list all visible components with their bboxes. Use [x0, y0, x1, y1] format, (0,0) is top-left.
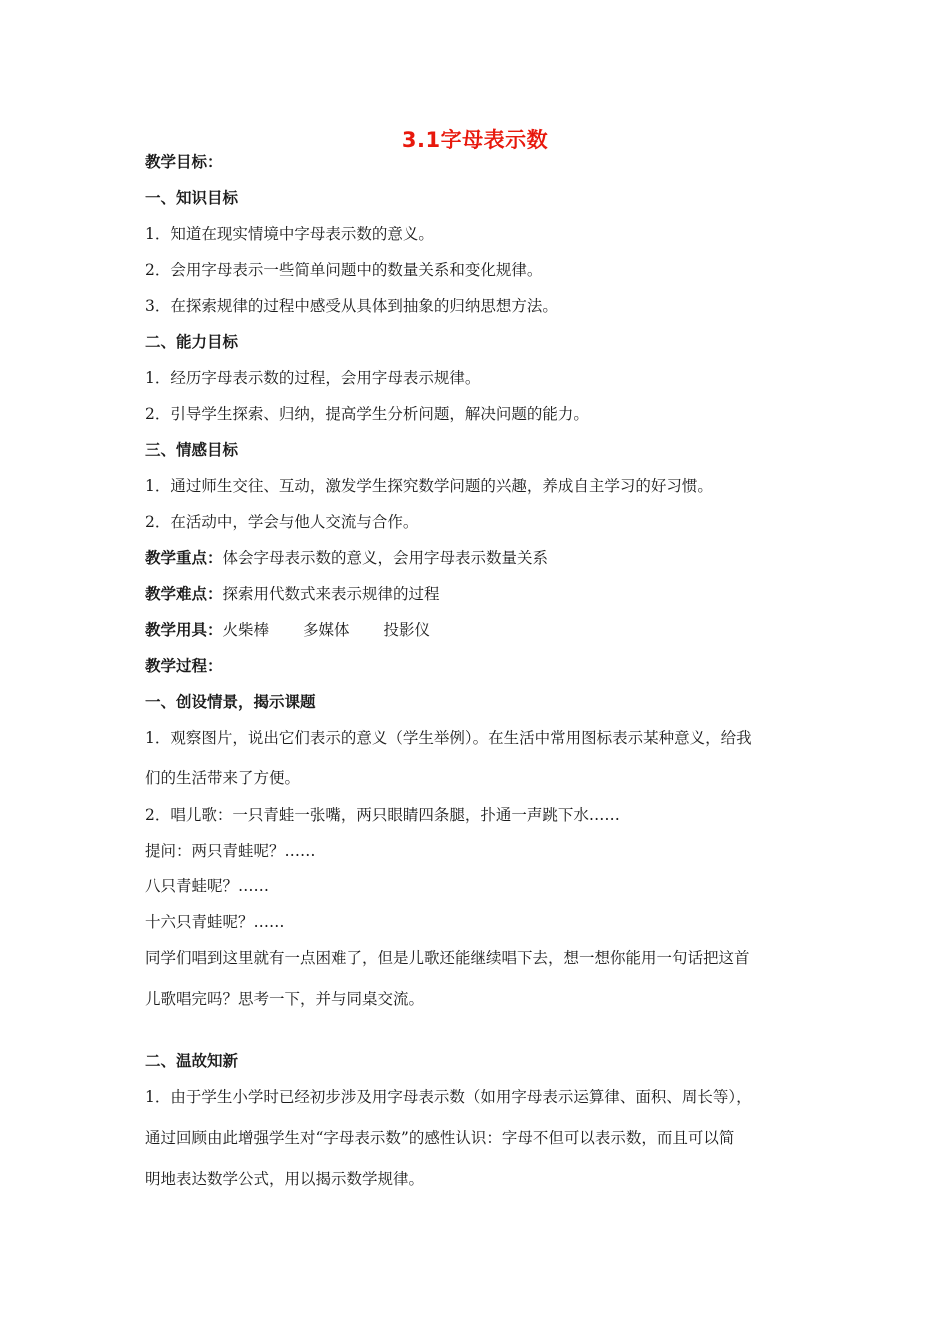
difficulty-text: 探索用代数式来表示规律的过程: [222, 585, 440, 603]
key-point-line: [145, 548, 825, 568]
knowledge-goal-item: 3．在探索规律的过程中感受从具体到抽象的归纳思想方法。: [145, 297, 558, 315]
tools-label: 教学用具：: [145, 621, 223, 639]
knowledge-goal-item: 1．知道在现实情境中字母表示数的意义。: [145, 225, 434, 243]
paragraph-line: 十六只青蛙呢？……: [145, 913, 285, 931]
paragraph-line: 提问：两只青蛙呢？……: [145, 842, 316, 860]
emotion-goal-item: 2．在活动中，学会与他人交流与合作。: [145, 513, 419, 531]
paragraph-line: 们的生活带来了方便。: [145, 769, 301, 787]
paragraph-line: 儿歌唱完吗？思考一下，并与同桌交流。: [145, 990, 425, 1008]
paragraph-line: 明地表达数学公式，用以揭示数学规律。: [145, 1170, 425, 1188]
section-review-heading: 二、温故知新: [145, 1052, 239, 1070]
tools-line: [145, 620, 825, 640]
process-heading: 教学过程：: [145, 657, 223, 675]
paragraph-line: 八只青蛙呢？……: [145, 877, 270, 895]
ability-goal-item: 1．经历字母表示数的过程，会用字母表示规律。: [145, 369, 481, 387]
emotion-goal-item: 1．通过师生交往、互动，激发学生探究数学问题的兴趣，养成自主学习的好习惯。: [145, 477, 713, 495]
emotion-goals-heading: 三、情感目标: [145, 441, 239, 459]
knowledge-goals-heading: 一、知识目标: [145, 189, 239, 207]
key-point-text: 体会字母表示数的意义，会用字母表示数量关系: [222, 549, 549, 567]
section-intro-heading: 一、创设情景，揭示课题: [145, 693, 316, 711]
page-title: 3.1字母表示数: [401, 128, 549, 152]
tool-item: 火柴棒: [222, 621, 270, 639]
ability-goal-item: 2．引导学生探索、归纳，提高学生分析问题，解决问题的能力。: [145, 405, 589, 423]
objectives-heading: 教学目标：: [145, 153, 223, 171]
paragraph-line: 同学们唱到这里就有一点困难了，但是儿歌还能继续唱下去，想一想你能用一句话把这首: [145, 949, 750, 967]
paragraph-line: 通过回顾由此增强学生对“字母表示数”的感性认识：字母不但可以表示数，而且可以简: [145, 1129, 735, 1147]
paragraph-line: 1．观察图片，说出它们表示的意义（学生举例）。在生活中常用图标表示某种意义，给我: [145, 729, 752, 747]
tool-item: 多媒体: [303, 621, 350, 639]
paragraph-line: 1．由于学生小学时已经初步涉及用字母表示数（如用字母表示运算律、面积、周长等），: [145, 1088, 752, 1106]
tool-item: 投影仪: [383, 621, 431, 639]
key-point-label: 教学重点：: [145, 549, 223, 567]
ability-goals-heading: 二、能力目标: [145, 333, 239, 351]
paragraph-line: 2．唱儿歌：一只青蛙一张嘴，两只眼睛四条腿，扑通一声跳下水……: [145, 806, 620, 824]
difficulty-line: [145, 584, 825, 604]
knowledge-goal-item: 2．会用字母表示一些简单问题中的数量关系和变化规律。: [145, 261, 543, 279]
difficulty-label: 教学难点：: [145, 585, 223, 603]
